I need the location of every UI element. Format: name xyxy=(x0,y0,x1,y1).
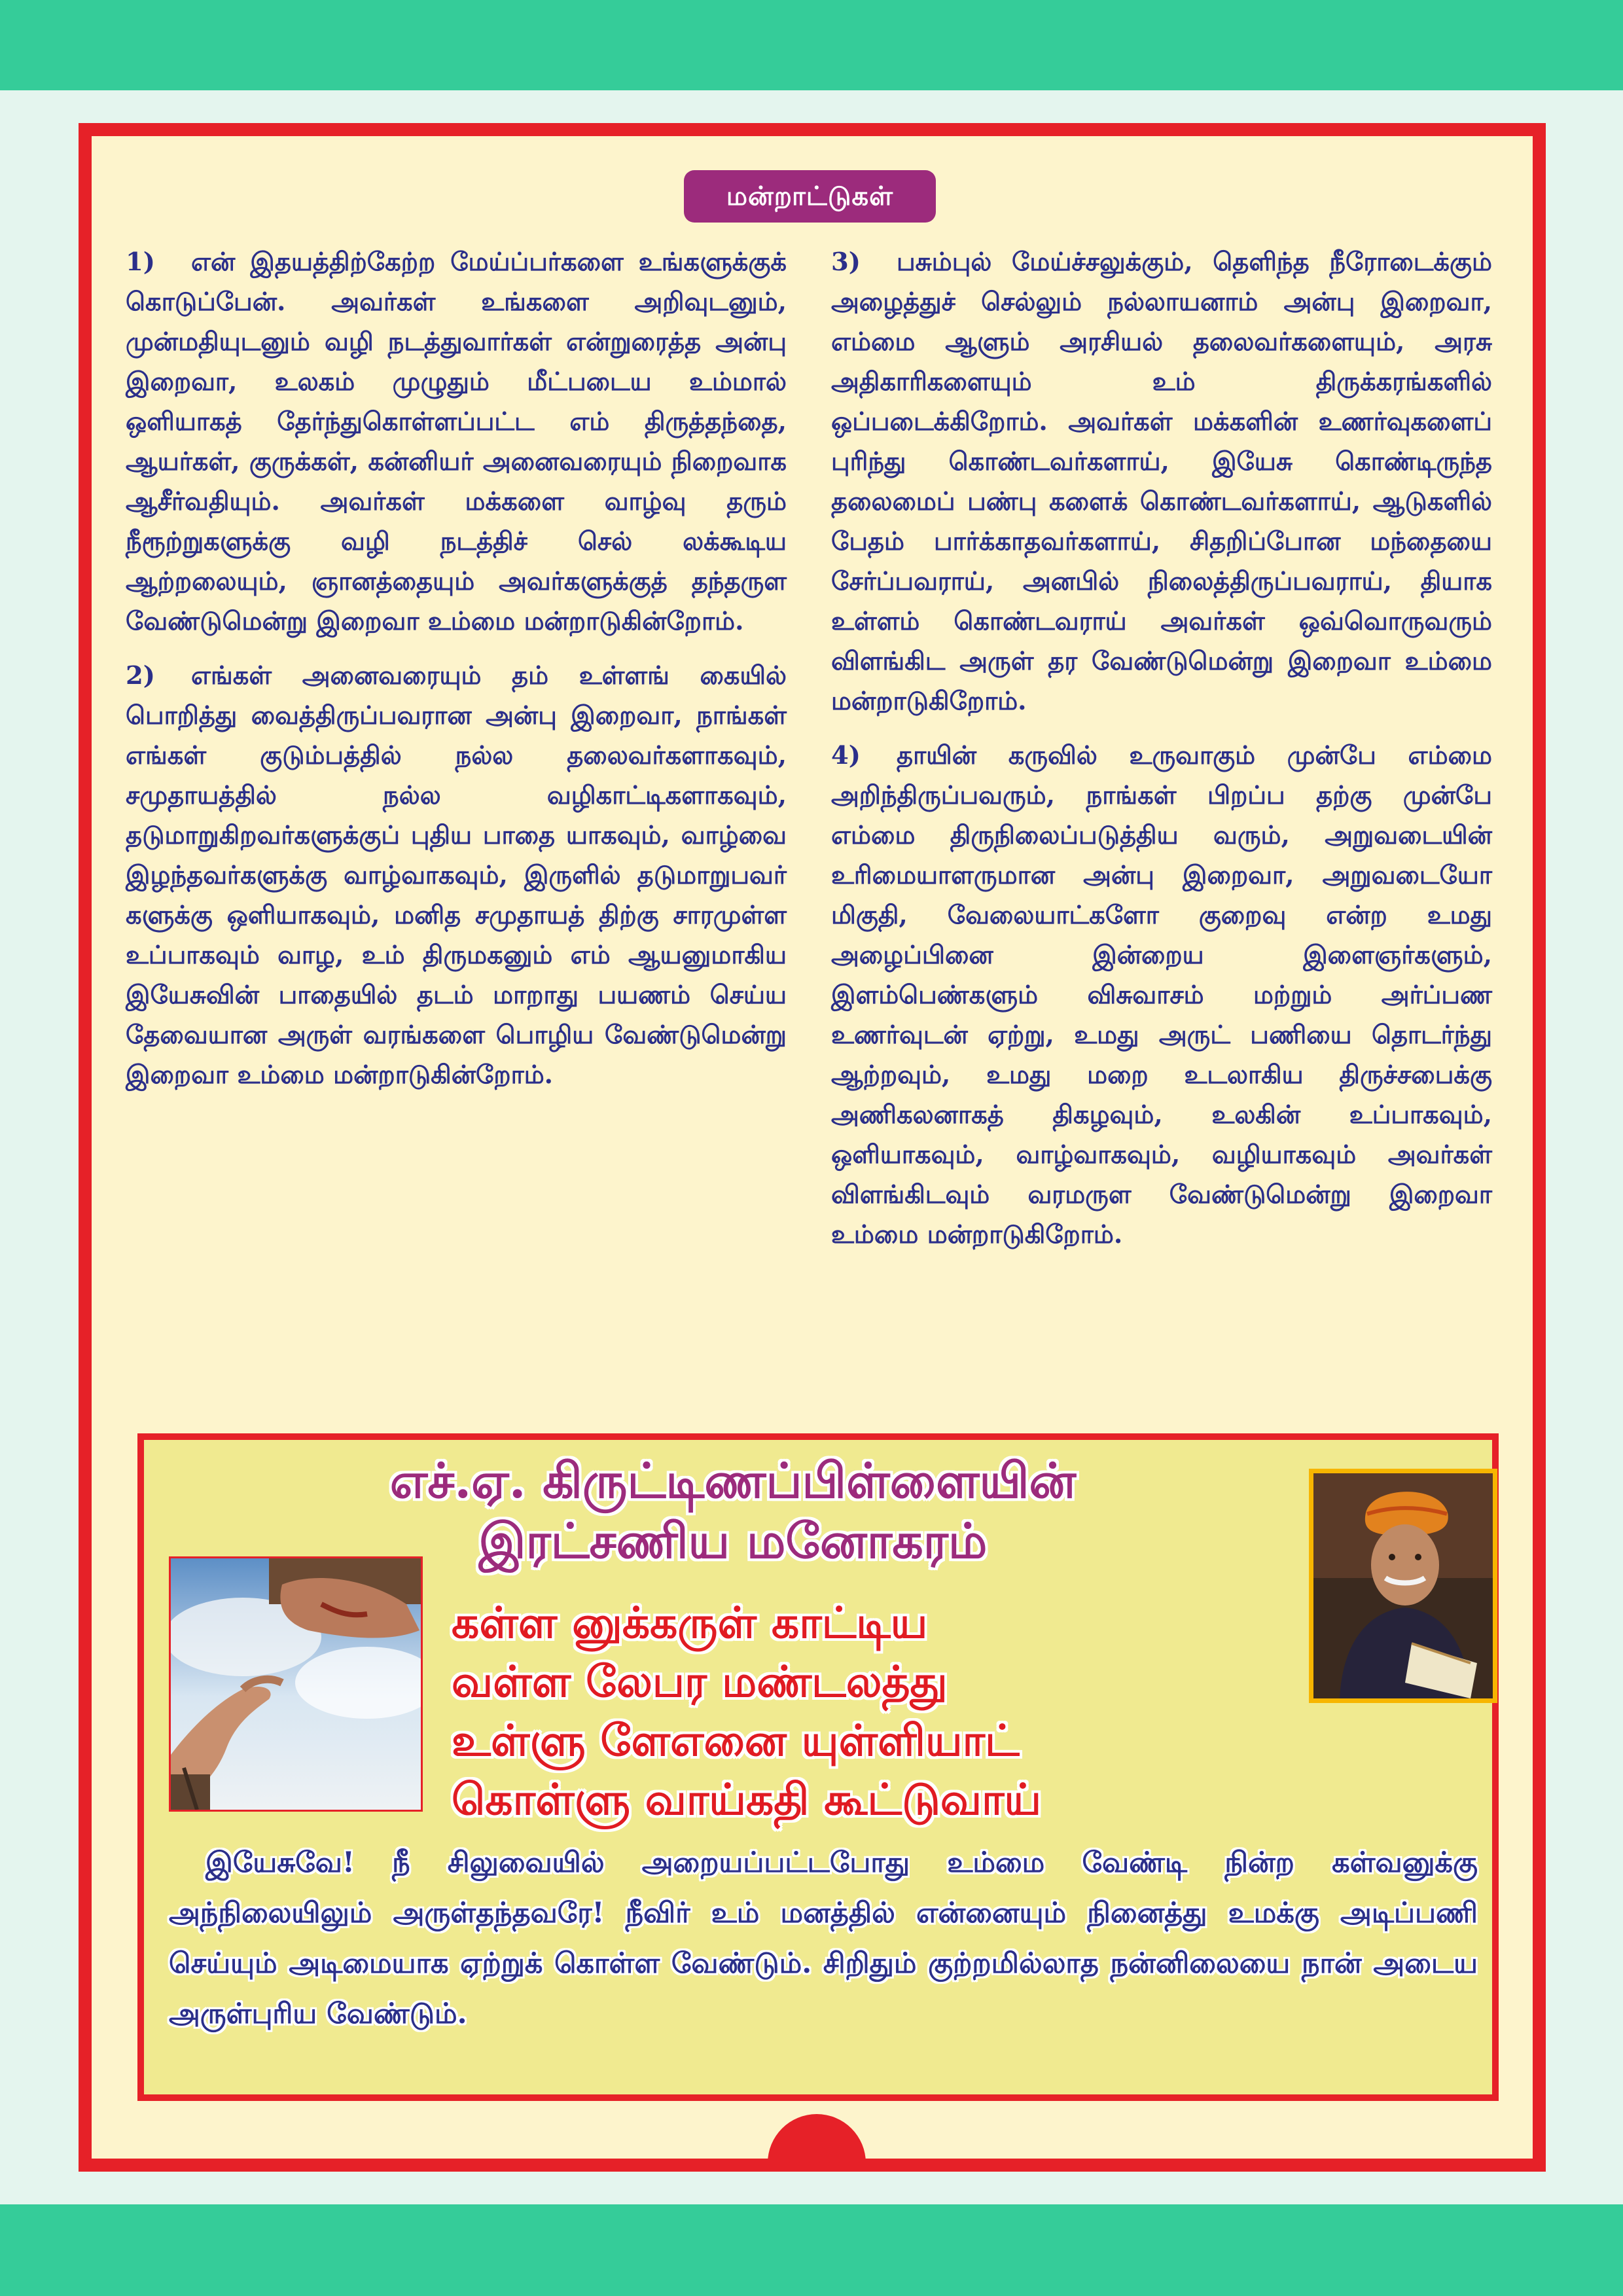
prayer-text: எங்கள் அனைவரையும் தம் உள்ளங் கையில் பொறித்து வைத்திருப்பவரான அன்பு இறைவா, நாங்கள் எங்கள் குடும்பத்தில் நல்ல தலைவர்களாகவும், சமுதாயத்தில் நல்ல வழிகாட்டிகளாகவும், தடுமாறுகிறவர்களுக்குப் புதிய பாதை யாகவும், வாழ்வை இழந்தவர்களுக்கு வாழ்வாகவும், இருளில் தடுமாறுபவர் களுக்கு ஒளியாகவும், மனித சமுதாயத் திற்கு சாரமுள்ள உப்பாகவும் வாழ, உம் திருமகனும் எம் ஆயனுமாகிய இயேசுவின் பாதையில் தடம் மாறாது பயணம் செய்ய தேவையான அருள் வரங்களை பொழிய வேண்டுமென்று இறைவா உம்மை மன்றாடுகின்றோம். xyxy=(126,661,787,1090)
poet-prayer-body: இயேசுவே! நீ சிலுவையில் அறையப்பட்டபோது உம்மை வேண்டி நின்ற கள்வனுக்கு அந்நிலையிலும் அருள்தந்தவரே! நீவிர் உம் மனத்தில் என்னையும் நினைத்து உமக்கு அடிப்பணி செய்யும் அடிமையாக ஏற்றுக் கொள்ள வேண்டும். சிறிதும் குற்றமில்லாத நன்னிலையை நான் அடைய அருள்புரிய வேண்டும். xyxy=(169,1846,1478,2030)
crucified-hands-image xyxy=(169,1556,423,1812)
prayer-item-4 xyxy=(831,736,1492,1255)
prayer-column-left xyxy=(126,242,787,1109)
prayer-item-2 xyxy=(126,656,787,1095)
prayer-text: பசும்புல் மேய்ச்சலுக்கும், தெளிந்த நீரோடைக்கும் அழைத்துச் செல்லும் நல்லாயனாம் அன்பு இறைவா, எம்மை ஆளும் அரசியல் தலைவர்களையும், அரசு அதிகாரிகளையும் உம் திருக்கரங்களில் ஒப்படைக்கிறோம். அவர்கள் மக்களின் உணர்வுகளைப் புரிந்து கொண்டவர்களாய், இயேசு கொண்டிருந்த தலைமைப் பண்பு களைக் கொண்டவர்களாய், ஆடுகளில் பேதம் பார்க்காதவர்களாய், சிதறிப்போன மந்தையை சேர்ப்பவராய், அனபில் நிலைத்திருப்பவராய், தியாக உள்ளம் கொண்டவராய் அவர்கள் ஒவ்வொருவரும் விளங்கிட அருள் தர வேண்டுமென்று இறைவா உம்மை மன்றாடுகிறோம். xyxy=(831,247,1492,716)
verse-line: வள்ள லேபர மண்டலத்து xyxy=(452,1656,948,1707)
prayer-number: 4) xyxy=(831,741,861,770)
poet-portrait xyxy=(1309,1469,1497,1703)
prayer-number: 1) xyxy=(126,247,156,277)
prayer-number: 3) xyxy=(831,247,861,277)
poet-title-line2: இரட்சணிய மனோகரம் xyxy=(478,1513,988,1570)
prayer-item-3 xyxy=(831,242,1492,721)
bottom-semicircle-tab xyxy=(768,2114,866,2169)
verse-line: கொள்ளு வாய்கதி கூட்டுவாய் xyxy=(452,1774,1042,1825)
verse-line: உள்ளு ளேஎனை யுள்ளியாட் xyxy=(452,1715,1020,1766)
poet-title-line1: எச்.ஏ. கிருட்டிணப்பிள்ளையின் xyxy=(389,1453,1077,1509)
page-frame xyxy=(79,123,1546,2172)
poet-box xyxy=(137,1433,1499,2101)
prayer-item-1 xyxy=(126,242,787,641)
poet-prayer-text xyxy=(169,1838,1478,2039)
top-color-band xyxy=(0,0,1623,90)
prayer-text: தாயின் கருவில் உருவாகும் முன்பே எம்மை அறிந்திருப்பவரும், நாங்கள் பிறப்ப தற்கு முன்பே எம்மை திருநிலைப்படுத்திய வரும், அறுவடையின் உரிமையாளருமான அன்பு இறைவா, அறுவடையோ மிகுதி, வேலையாட்களோ குறைவு என்ற உமது அழைப்பினை இன்றைய இளைஞர்களும், இளம்பெண்களும் விசுவாசம் மற்றும் அர்ப்பண உணர்வுடன் ஏற்று, உமது அருட் பணியை தொடர்ந்து ஆற்றவும், உமது மறை உடலாகிய திருச்சபைக்கு அணிகலனாகத் திகழவும், உலகின் உப்பாகவும், ஒளியாகவும், வாழ்வாகவும், வழியாகவும் அவர்கள் விளங்கிடவும் வரமருள வேண்டுமென்று இறைவா உம்மை மன்றாடுகிறோம். xyxy=(831,741,1492,1249)
prayer-number: 2) xyxy=(126,661,156,691)
prayer-column-right xyxy=(831,242,1492,1269)
section-heading: மன்றாட்டுகள் xyxy=(684,170,936,223)
bottom-color-band xyxy=(0,2204,1623,2296)
prayer-text: என் இதயத்திற்கேற்ற மேய்ப்பர்களை உங்களுக்குக் கொடுப்பேன். அவர்கள் உங்களை அறிவுடனும், முன்மதியுடனும் வழி நடத்துவார்கள் என்றுரைத்த அன்பு இறைவா, உலகம் முழுதும் மீட்படைய உம்மால் ஒளியாகத் தேர்ந்துகொள்ளப்பட்ட எம் திருத்தந்தை, ஆயர்கள், குருக்கள், கன்னியர் அனைவரையும் நிறைவாக ஆசீர்வதியும். அவர்கள் மக்களை வாழ்வு தரும் நீரூற்றுகளுக்கு வழி நடத்திச் செல் லக்கூடிய ஆற்றலையும், ஞானத்தையும் அவர்களுக்குத் தந்தருள வேண்டுமென்று இறைவா உம்மை மன்றாடுகின்றோம். xyxy=(126,247,787,636)
verse-line: கள்ள னுக்கருள் காட்டிய xyxy=(452,1597,928,1648)
